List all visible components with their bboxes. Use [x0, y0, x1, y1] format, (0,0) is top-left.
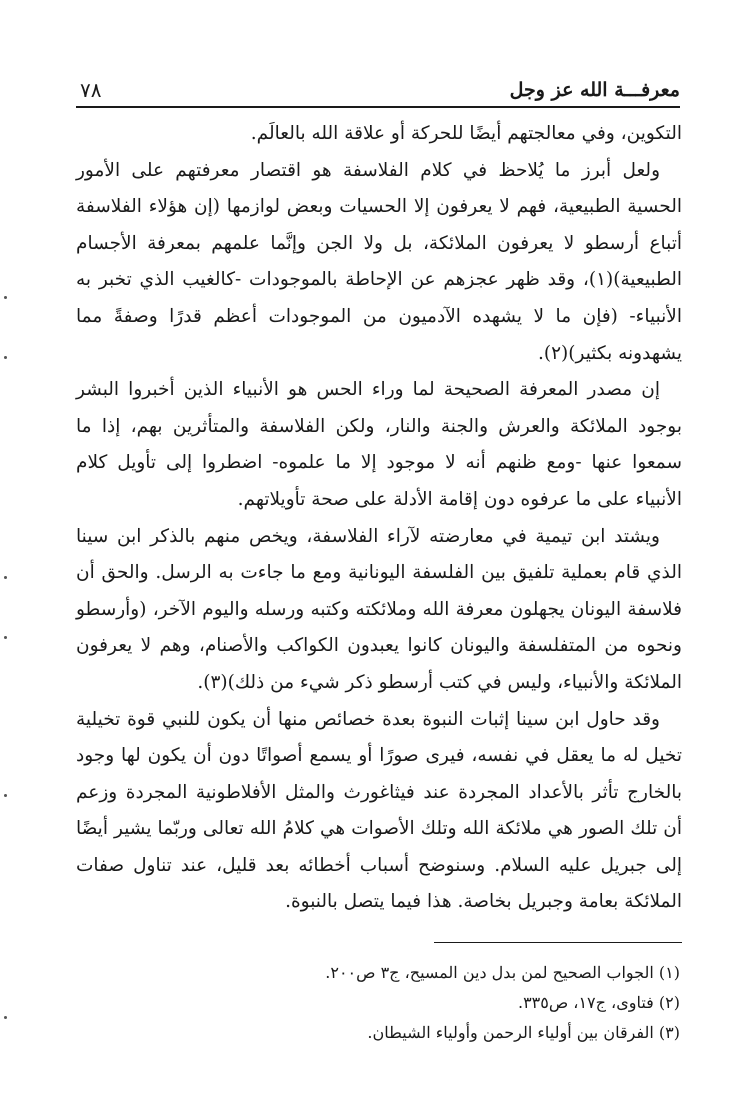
scan-speck [4, 356, 7, 359]
page-header [76, 76, 680, 108]
paragraph-3: إن مصدر المعرفة الصحيحة لما وراء الحس هو الأنبياء الذين أخبروا البشر بوجود الملائكة والعرش والجنة والنار، ولكن الفلاسفة والمتأثرين بهم، إذا ما سمعوا عنها -ومع ظنهم أنه لا موجود إلا ما علموه- اضطروا إلى تأويل كلام الأنبياء على ما عرفوه دون إقامة الأدلة على صحة تأويلاتهم. [76, 379, 682, 510]
footnotes [76, 958, 680, 1048]
paragraph-4: ويشتد ابن تيمية في معارضته لآراء الفلاسفة، ويخص منهم بالذكر ابن سينا الذي قام بعملية تلفيق بين الفلسفة اليونانية ومع ما جاءت به الرسل. والحق أن فلاسفة اليونان يجهلون معرفة الله وملائكته وكتبه ورسله واليوم الآخر، (وأرسطو ونحوه من المتفلسفة واليونان كانوا يعبدون الكواكب والأصنام، وهم لا يعرفون الملائكة والأنبياء، وليس في كتب أرسطو ذكر شيء من ذلك)(٣). [76, 525, 682, 693]
scan-speck [4, 636, 7, 639]
scan-speck [4, 1016, 7, 1019]
page-number: ٧٨ [80, 78, 102, 102]
paragraph-5: وقد حاول ابن سينا إثبات النبوة بعدة خصائص منها أن يكون للنبي قوة تخيلية تخيل له ما يعقل في نفسه، فيرى صورًا أو يسمع أصواتًا دون أن يكون لها وجود بالخارج تأثر بالأعداد المجردة عند فيثاغورث والمثل الأفلاطونية المجردة وزعم أن تلك الصور هي ملائكة الله وتلك الأصوات هي كلامُ الله تعالى وربّما يشير أيضًا إلى جبريل عليه السلام. وسنوضح أسباب أخطائه بعد قليل، عند تناول صفات الملائكة بعامة وجبريل بخاصة. هذا فيما يتصل بالنبوة. [76, 708, 682, 913]
scan-speck [4, 576, 7, 579]
footnote-separator [434, 942, 682, 943]
paragraph-2: ولعل أبرز ما يُلاحظ في كلام الفلاسفة هو اقتصار معرفتهم على الأمور الحسية الطبيعية، فهم لا يعرفون إلا الحسيات وبعض لوازمها (إن هؤلاء الفلاسفة أتباع أرسطو لا يعرفون الملائكة، بل ولا الجن وإنَّما علمهم بمعرفة الأجسام الطبيعية)(١)، وقد ظهر عجزهم عن الإحاطة بالموجودات -كالغيب الذي تخبر به الأنبياء- (فإن ما لا يشهده الآدميون من الموجودات أعظم قدرًا وصفةً مما يشهدونه بكثير)(٢). [76, 159, 682, 364]
running-title: معرفـــة الله عز وجل [509, 79, 680, 101]
scan-speck [4, 296, 7, 299]
footnote-3: (٣) الفرقان بين أولياء الرحمن وأولياء الشيطان. [367, 1023, 680, 1042]
body-text [76, 116, 682, 921]
scan-speck [4, 794, 7, 797]
footnote-1: (١) الجواب الصحيح لمن بدل دين المسيح، ج٣ ص٢٠٠. [325, 963, 680, 982]
paragraph-1: التكوين، وفي معالجتهم أيضًا للحركة أو علاقة الله بالعالَم. [250, 123, 682, 144]
footnote-2: (٢) فتاوى، ج١٧، ص٣٣٥. [517, 993, 680, 1012]
